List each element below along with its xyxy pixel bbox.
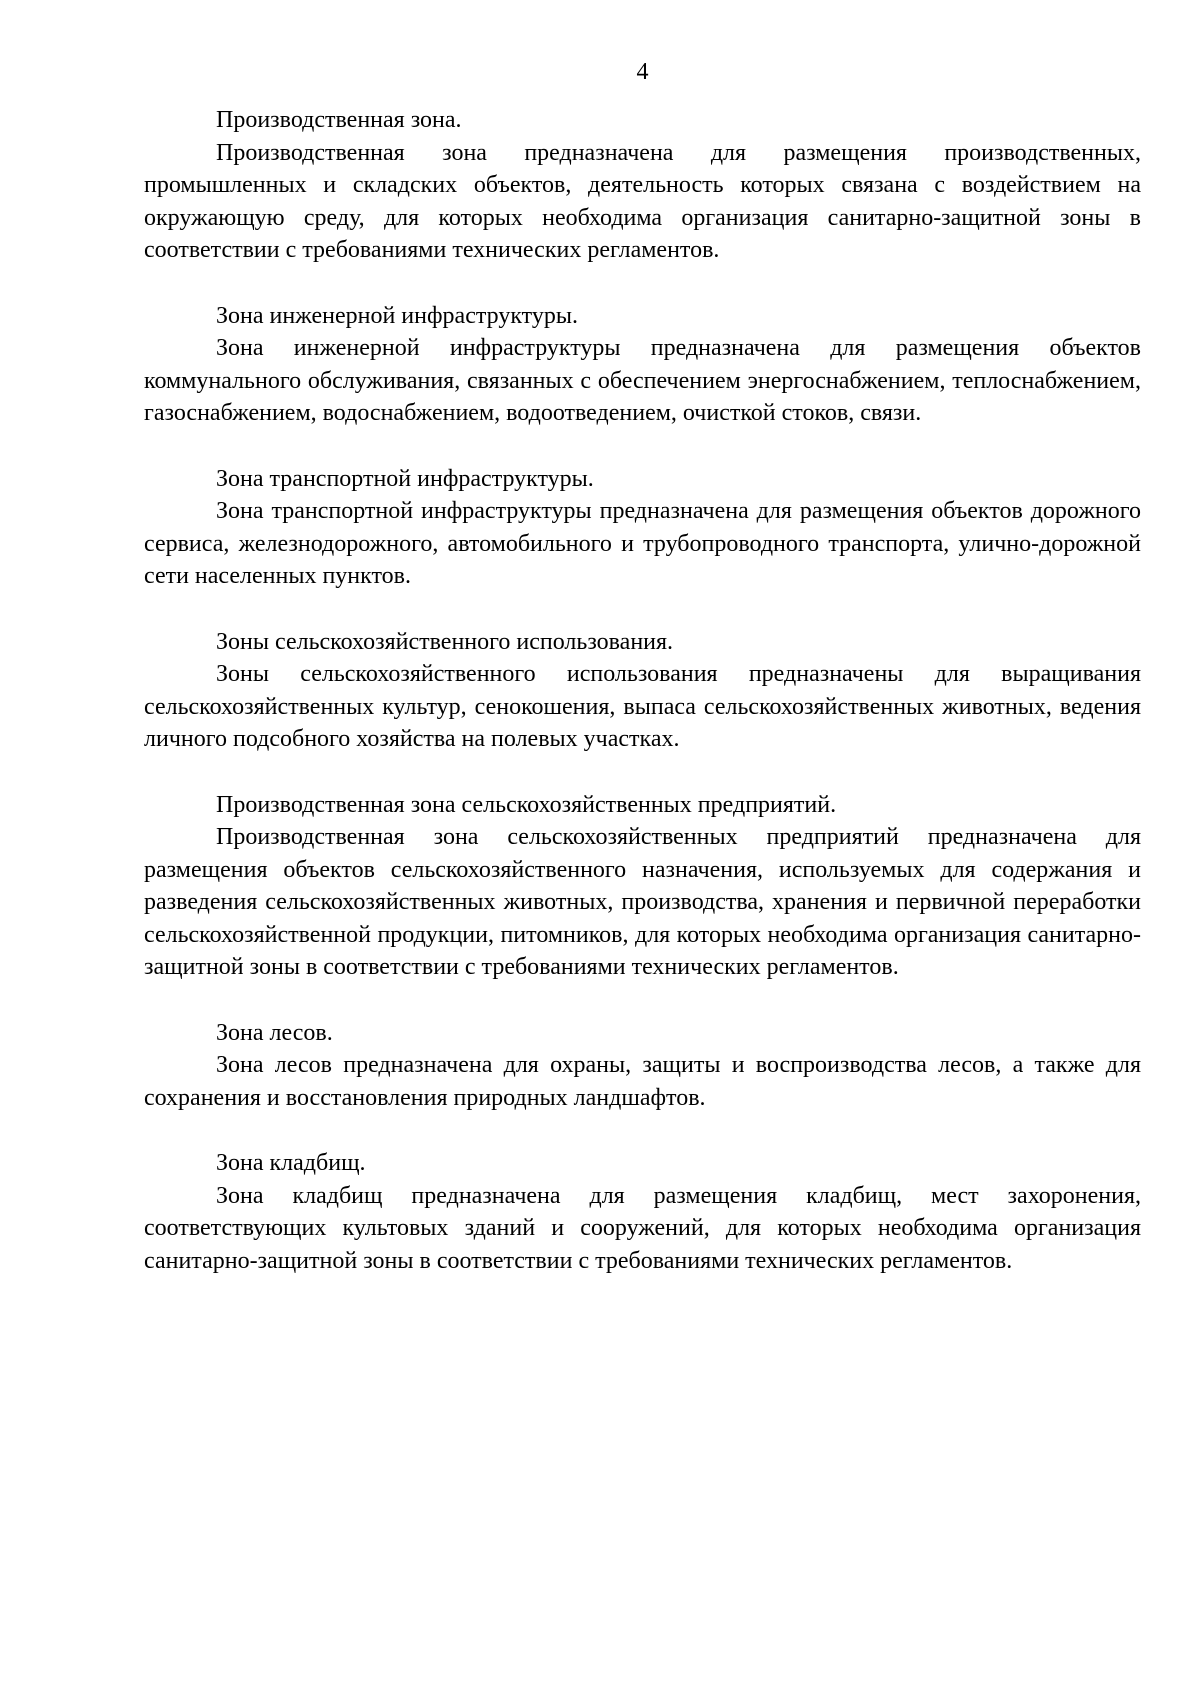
section-paragraph: Зона транспортной инфраструктуры предназначена для размещения объектов дорожного сервиса, железнодорожного, автомобильного и трубопроводного транспорта, улично-дорожной сети населенных пунктов.	[144, 498, 1141, 589]
section-engineering-infrastructure-zone	[144, 300, 1141, 430]
section-heading: Производственная зона.	[216, 107, 462, 133]
section-agricultural-use-zones	[144, 626, 1141, 756]
section-transport-infrastructure-zone	[144, 463, 1141, 593]
section-heading: Зона инженерной инфраструктуры.	[216, 302, 578, 329]
section-paragraph: Зона лесов предназначена для охраны, защиты и воспроизводства лесов, а также для сохранения и восстановления природных ландшафтов.	[144, 1052, 1141, 1111]
section-paragraph: Производственная зона предназначена для размещения производственных, промышленных и складских объектов, деятельность которых связана с воздействием на окружающую среду, для которых необходима организация санитарно-защитной зоны в соответствии с требованиями технических регламентов.	[144, 139, 1141, 263]
section-cemetery-zone	[144, 1147, 1141, 1277]
section-paragraph: Зона инженерной инфраструктуры предназначена для размещения объектов коммунального обслуживания, связанных с обеспечением энергоснабжением, теплоснабжением, газоснабжением, водоснабжением, водоотведением, очисткой стоков, связи.	[144, 335, 1141, 426]
document-page	[144, 56, 1141, 1310]
section-paragraph: Зона кладбищ предназначена для размещения кладбищ, мест захоронения, соответствующих культовых зданий и сооружений, для которых необходима организация санитарно-защитной зоны в соответствии с требованиями технических регламентов.	[144, 1182, 1141, 1274]
section-heading: Зона транспортной инфраструктуры.	[216, 465, 594, 492]
section-heading: Зона лесов.	[216, 1019, 333, 1046]
section-heading: Зоны сельскохозяйственного использования.	[216, 628, 674, 655]
section-paragraph: Производственная зона сельскохозяйственных предприятий предназначена для размещения объектов сельскохозяйственного назначения, используемых для содержания и разведения сельскохозяйственных животных, производства, хранения и первичной переработки сельскохозяйственной продукции, питомников, для которых необходима организация санитарно-защитной зоны в соответствии с требованиями технических регламентов.	[144, 824, 1141, 980]
section-heading: Производственная зона сельскохозяйственных предприятий.	[216, 791, 837, 818]
page-number: 4	[636, 59, 649, 85]
section-production-zone	[144, 104, 1141, 267]
section-agricultural-enterprises-zone	[144, 789, 1141, 984]
section-paragraph: Зоны сельскохозяйственного использования предназначены для выращивания сельскохозяйственных культур, сенокошения, выпаса сельскохозяйственных животных, ведения личного подсобного хозяйства на полевых участках.	[144, 661, 1141, 752]
section-heading: Зона кладбищ.	[216, 1150, 366, 1176]
section-forest-zone	[144, 1017, 1141, 1115]
